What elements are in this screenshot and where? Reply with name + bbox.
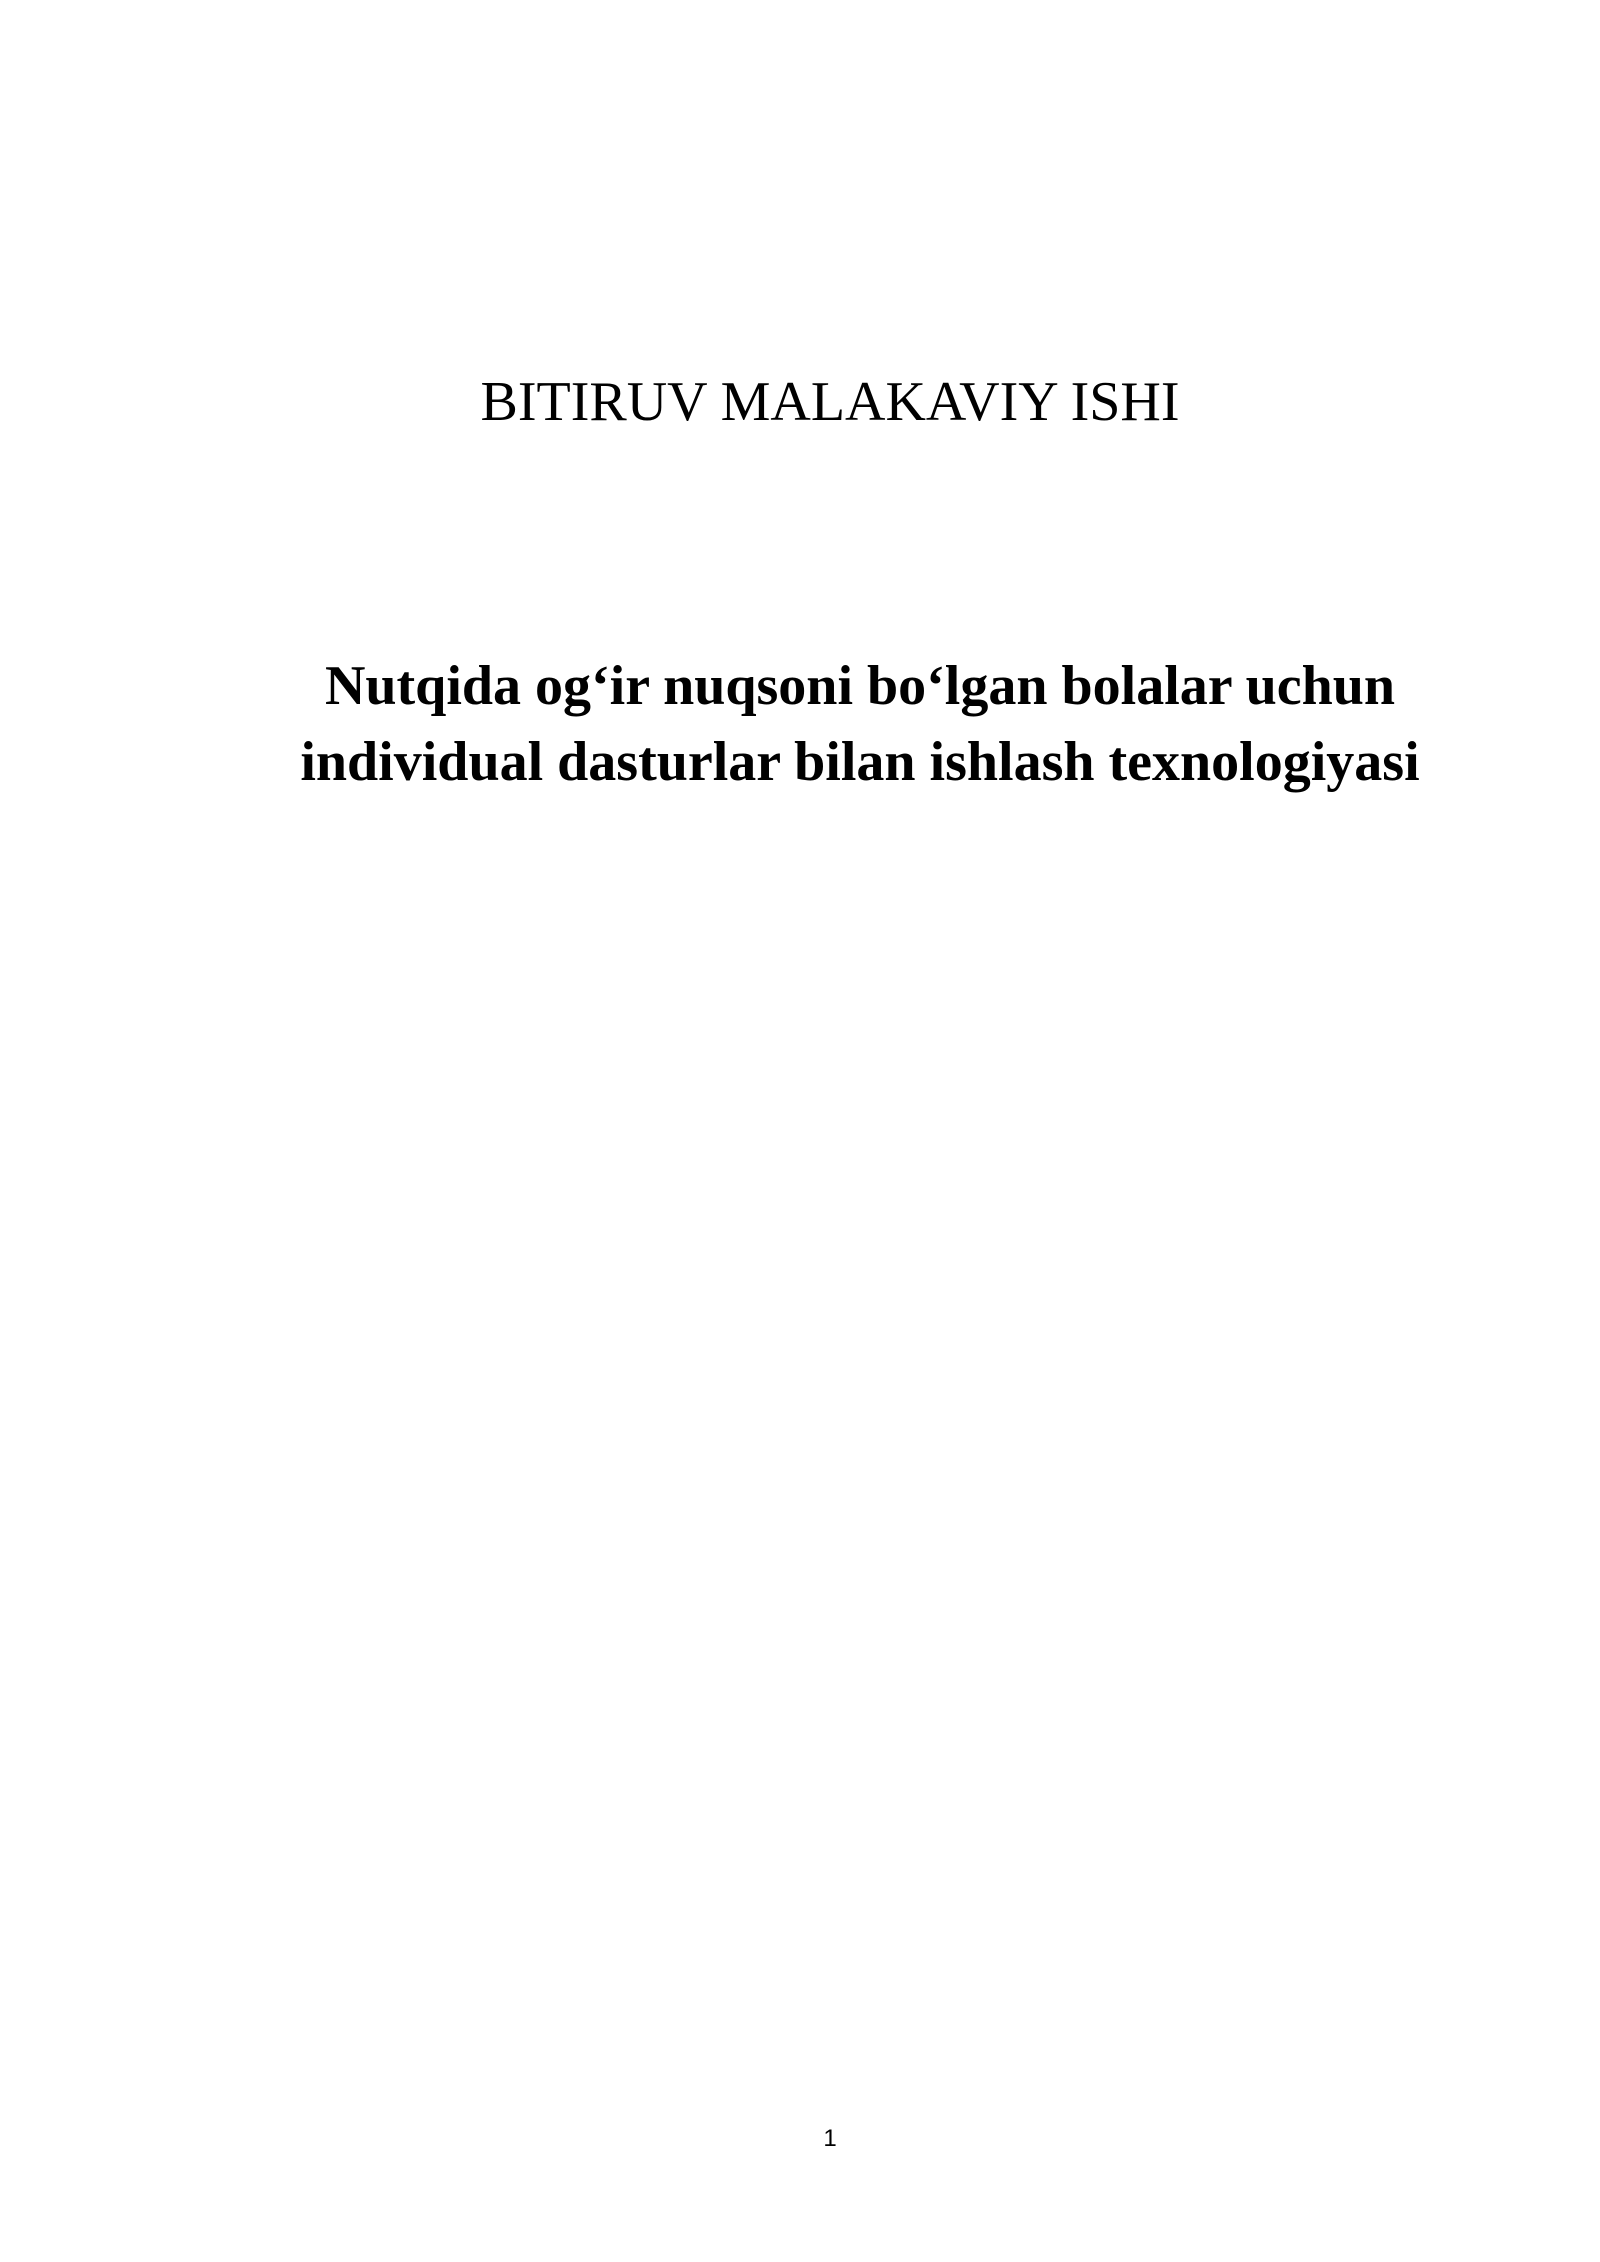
document-type-heading: BITIRUV MALAKAVIY ISHI <box>480 371 1180 433</box>
document-title <box>60 648 1600 800</box>
document-title-line-1: Nutqida og‘ir nuqsoni bo‘lgan bolalar uchun <box>324 655 1396 717</box>
document-title-line-2: individual dasturlar bilan ishlash texnologiyasi <box>300 731 1420 793</box>
page-number: 1 <box>823 2125 837 2152</box>
